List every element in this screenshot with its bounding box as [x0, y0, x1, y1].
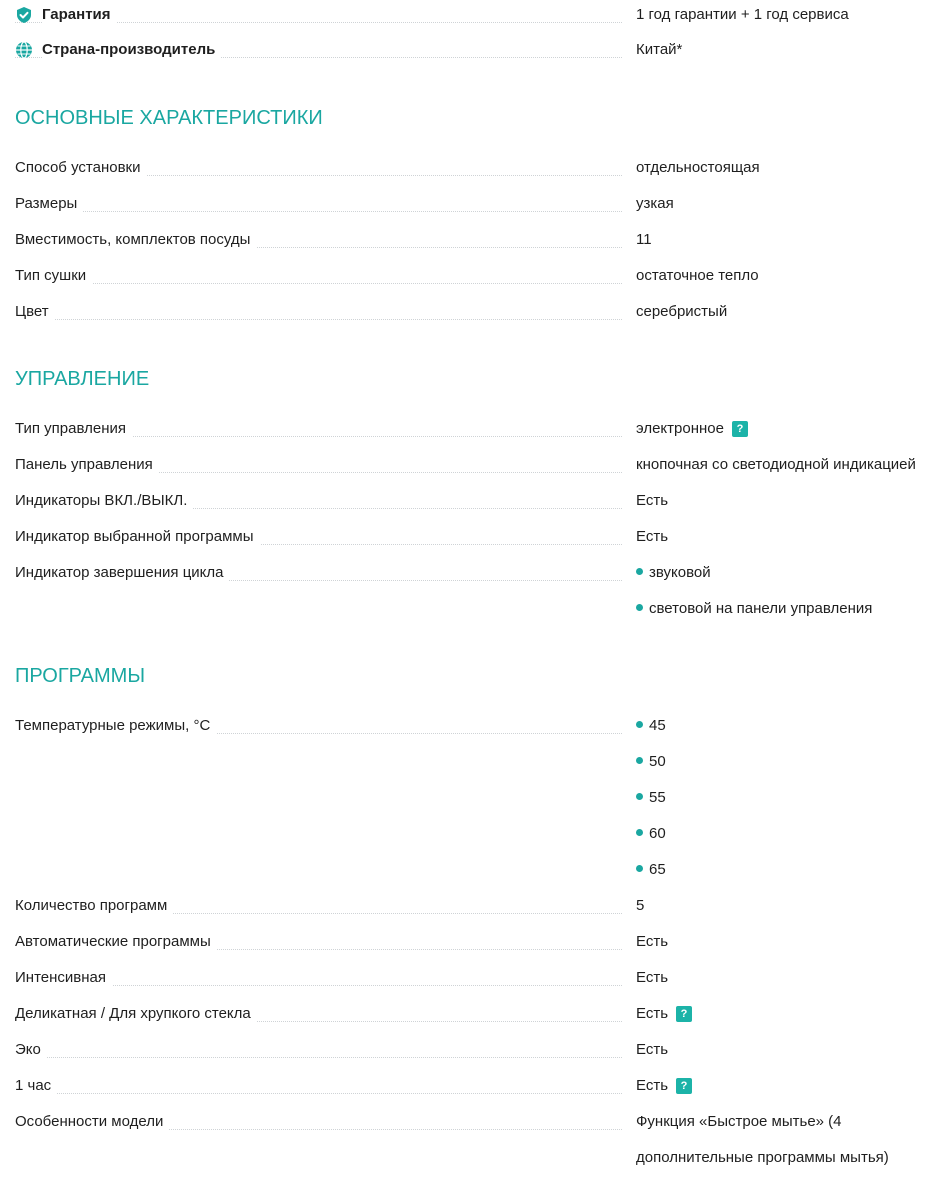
spec-label: Индикатор выбранной программы	[15, 527, 260, 547]
spec-value: узкая	[636, 195, 674, 212]
spec-row	[15, 968, 938, 990]
spec-label: Панель управления	[15, 455, 159, 475]
spec-value: остаточное тепло	[636, 267, 759, 284]
spec-value-line: Функция «Быстрое мытье» (4	[636, 1113, 842, 1130]
bullet-icon	[636, 865, 643, 872]
spec-value-line: дополнительные программы мытья)	[636, 1149, 889, 1166]
spec-row	[15, 1004, 938, 1026]
spec-value: электронное	[636, 420, 724, 437]
spec-value: Китай*	[636, 41, 683, 58]
spec-row	[15, 194, 938, 216]
spec-label: Тип сушки	[15, 266, 92, 286]
spec-value: отдельностоящая	[636, 159, 760, 176]
spec-label: 1 час	[15, 1076, 57, 1096]
list-item: 55	[636, 788, 666, 808]
spec-value: Есть	[636, 528, 669, 545]
spec-row	[15, 1076, 938, 1098]
globe-icon	[15, 41, 33, 59]
bullet-icon	[636, 721, 643, 728]
spec-row	[15, 302, 938, 324]
help-icon[interactable]: ?	[676, 1078, 692, 1094]
spec-row	[15, 266, 938, 288]
bullet-icon	[636, 568, 643, 575]
help-icon[interactable]: ?	[732, 421, 748, 437]
bullet-icon	[636, 829, 643, 836]
spec-label: Вместимость, комплектов посуды	[15, 230, 256, 250]
spec-label: Интенсивная	[15, 968, 112, 988]
spec-row	[15, 896, 938, 918]
section-title-control: УПРАВЛЕНИЕ	[15, 368, 150, 390]
spec-value: Есть	[636, 1041, 669, 1058]
shield-check-icon	[15, 6, 33, 24]
spec-label: Особенности модели	[15, 1112, 169, 1132]
spec-label: Индикаторы ВКЛ./ВЫКЛ.	[15, 491, 193, 511]
spec-label: Гарантия	[42, 5, 117, 25]
section-title-programs: ПРОГРАММЫ	[15, 665, 146, 687]
list-item: 65	[636, 860, 666, 880]
help-icon[interactable]: ?	[676, 1006, 692, 1022]
spec-row	[15, 1040, 938, 1062]
list-item: 45	[636, 716, 666, 736]
spec-value: серебристый	[636, 303, 728, 320]
spec-label: Размеры	[15, 194, 83, 214]
spec-label: Способ установки	[15, 158, 146, 178]
section-title-main: ОСНОВНЫЕ ХАРАКТЕРИСТИКИ	[15, 107, 323, 129]
spec-row	[15, 419, 938, 441]
spec-row	[15, 158, 938, 180]
spec-label: Индикатор завершения цикла	[15, 563, 229, 583]
list-item: 60	[636, 824, 666, 844]
spec-value: 1 год гарантии + 1 год сервиса	[636, 6, 849, 23]
spec-label: Автоматические программы	[15, 932, 217, 952]
spec-value: Есть	[636, 933, 669, 950]
bullet-icon	[636, 604, 643, 611]
spec-row	[15, 932, 938, 954]
spec-row	[15, 230, 938, 252]
list-item: световой на панели управления	[636, 599, 872, 619]
spec-row-country	[15, 40, 938, 62]
spec-row	[15, 527, 938, 549]
spec-value: Есть	[636, 969, 669, 986]
list-item: 50	[636, 752, 666, 772]
spec-row	[15, 455, 938, 477]
bullet-icon	[636, 793, 643, 800]
spec-value: Есть	[636, 1005, 669, 1022]
spec-value: Есть	[636, 492, 669, 509]
spec-label: Деликатная / Для хрупкого стекла	[15, 1004, 257, 1024]
spec-label: Страна-производитель	[42, 40, 221, 60]
spec-label: Температурные режимы, °C	[15, 716, 216, 736]
spec-label: Цвет	[15, 302, 55, 322]
spec-row	[15, 716, 938, 738]
spec-row	[15, 563, 938, 585]
spec-value: 11	[636, 231, 652, 248]
spec-value: 5	[636, 897, 645, 914]
list-item: звуковой	[636, 563, 711, 583]
spec-value: кнопочная со светодиодной индикацией	[636, 456, 916, 473]
spec-value: Есть	[636, 1077, 669, 1094]
spec-label: Эко	[15, 1040, 47, 1060]
bullet-icon	[636, 757, 643, 764]
spec-label: Тип управления	[15, 419, 132, 439]
spec-label: Количество программ	[15, 896, 173, 916]
spec-row	[15, 491, 938, 513]
spec-row-warranty	[15, 5, 938, 27]
